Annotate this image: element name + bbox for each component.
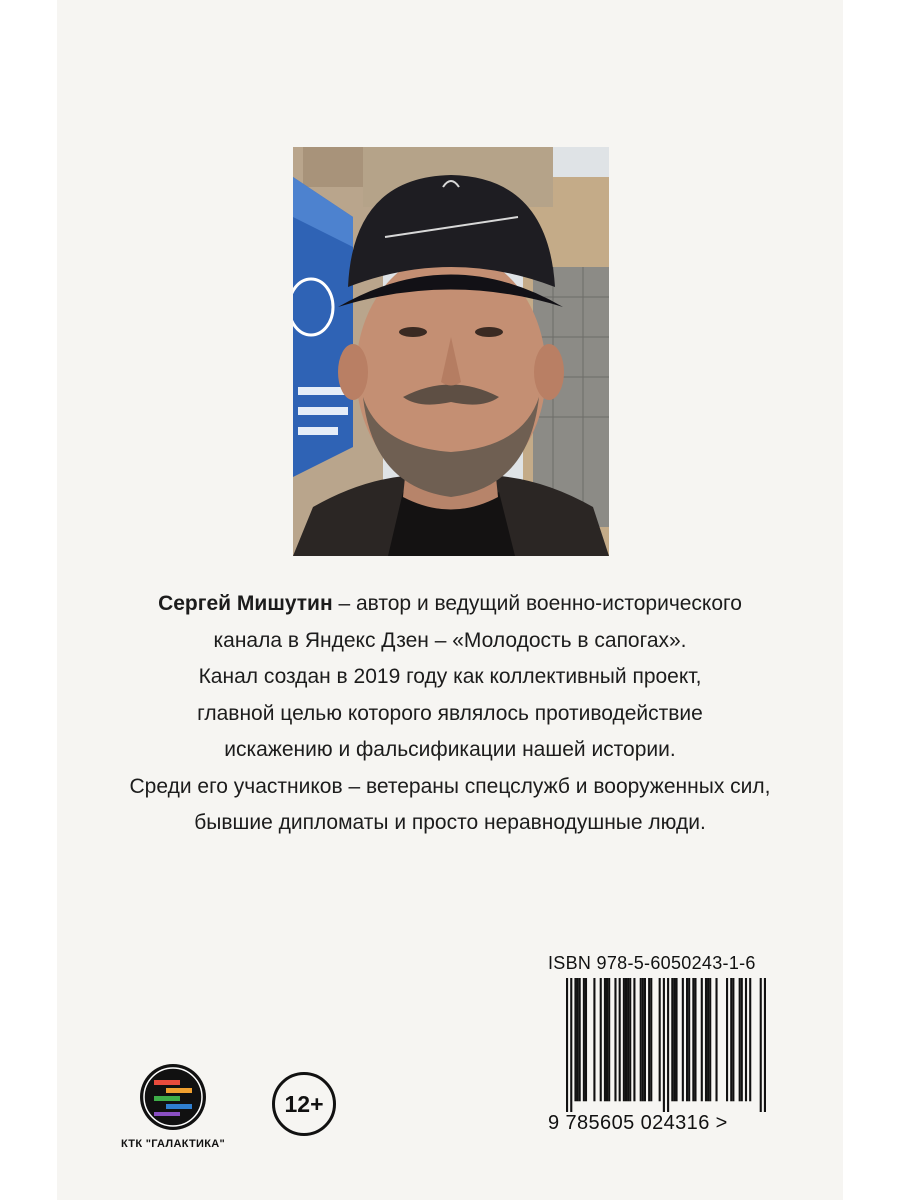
barcode-bar	[675, 978, 677, 1101]
barcode-bar	[627, 978, 629, 1101]
barcode-bar	[749, 978, 751, 1101]
publisher-logo	[138, 1062, 208, 1132]
barcode-bar	[659, 978, 661, 1101]
barcode-bar	[764, 978, 766, 1112]
barcode-bar	[606, 978, 608, 1101]
barcode-bar	[732, 978, 734, 1101]
barcode-bar	[614, 978, 616, 1101]
bio-line-1-text: – автор и ведущий военно-исторического	[332, 592, 742, 615]
barcode-bar	[629, 978, 631, 1101]
author-bio	[100, 586, 800, 842]
author-name: Сергей Мишутин	[158, 592, 333, 615]
barcode-bar	[686, 978, 688, 1101]
barcode-bar	[667, 978, 669, 1112]
publisher-name: КТК "ГАЛАКТИКА"	[121, 1138, 225, 1150]
barcode-bar	[692, 978, 694, 1101]
barcode-bar	[619, 978, 621, 1101]
barcode-bar	[577, 978, 579, 1101]
bio-line-4: главной целью которого являлось противодействие	[197, 701, 703, 725]
barcode-bar	[570, 978, 572, 1112]
barcode-bar	[715, 978, 717, 1101]
barcode-bar	[633, 978, 635, 1101]
barcode-bar	[625, 978, 627, 1101]
author-photo	[293, 147, 609, 556]
barcode-bar	[760, 978, 762, 1112]
barcode-bar	[644, 978, 646, 1101]
barcode-bar	[574, 978, 576, 1101]
barcode-bar	[623, 978, 625, 1101]
barcode-bar	[642, 978, 644, 1101]
bio-line-7: бывшие дипломаты и просто неравнодушные люди.	[194, 811, 706, 834]
barcode-bar	[673, 978, 675, 1101]
barcode-bar	[726, 978, 728, 1101]
barcode-bar	[741, 978, 743, 1101]
age-rating-badge: 12+	[272, 1072, 336, 1136]
barcode-bar	[671, 978, 673, 1101]
barcode-bar	[566, 978, 568, 1112]
barcode-bar	[745, 978, 747, 1101]
barcode-bar	[604, 978, 606, 1101]
barcode-bar	[682, 978, 684, 1101]
barcode-bar	[663, 978, 665, 1112]
barcode-bar	[640, 978, 642, 1101]
bio-line-6: Среди его участников – ветераны спецслужб и вооруженных сил,	[129, 774, 771, 798]
barcode-bar	[705, 978, 707, 1101]
isbn-label: ISBN 978-5-6050243-1-6	[548, 953, 756, 973]
barcode-bar	[688, 978, 690, 1101]
bio-line-3: Канал создан в 2019 году как коллективный проект,	[198, 665, 702, 688]
ean-digits: 9 785605 024316 >	[548, 1112, 728, 1134]
barcode-bar	[701, 978, 703, 1101]
barcode-bar	[707, 978, 709, 1101]
bio-line-1	[100, 586, 800, 623]
barcode-bar	[650, 978, 652, 1101]
barcode-bar	[585, 978, 587, 1101]
barcode-bar	[694, 978, 696, 1101]
bio-line-5: искажению и фальсификации нашей истории.	[224, 738, 676, 761]
barcode-bar	[608, 978, 610, 1101]
barcode-bar	[709, 978, 711, 1101]
isbn-barcode	[566, 978, 766, 1112]
barcode-bar	[579, 978, 581, 1101]
barcode-bar	[730, 978, 732, 1101]
barcode-bar	[648, 978, 650, 1101]
bio-line-2: канала в Яндекс Дзен – «Молодость в сапогах».	[213, 628, 687, 652]
barcode-bar	[583, 978, 585, 1101]
barcode-bar	[600, 978, 602, 1101]
barcode-bar	[593, 978, 595, 1101]
barcode-bar	[739, 978, 741, 1101]
